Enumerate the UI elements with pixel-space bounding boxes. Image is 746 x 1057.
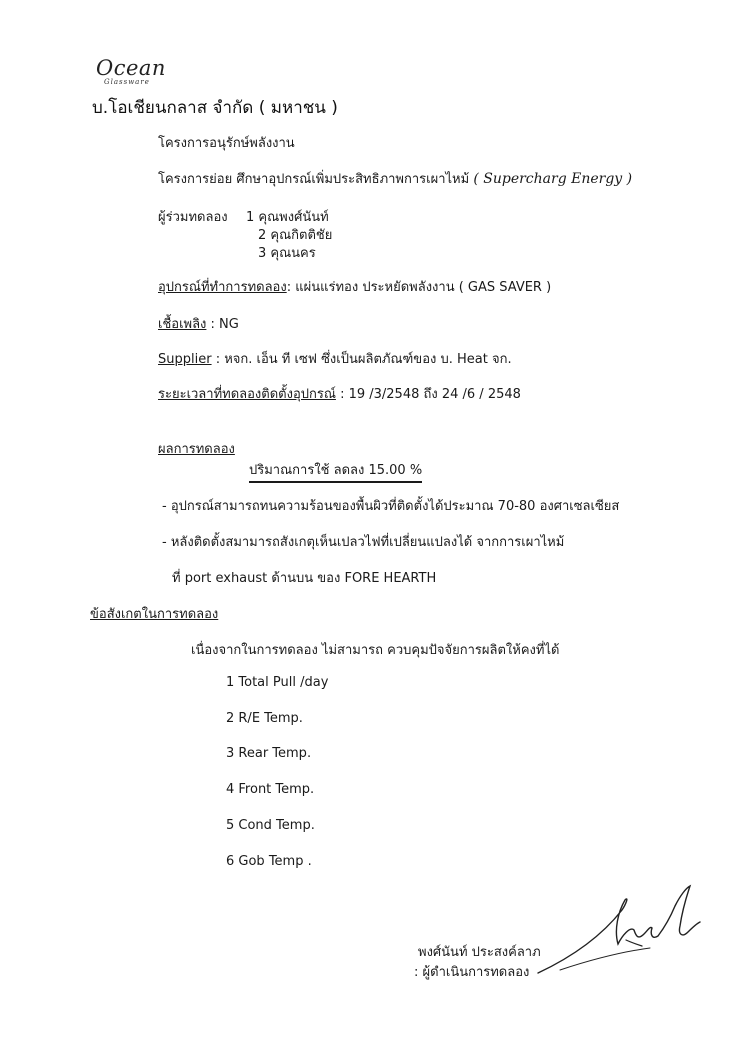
supplier-value: : หจก. เอ็น ที เซฟ ซึ่งเป็นผลิตภัณฑ์ของ บ. Heat จก. — [215, 352, 512, 367]
period-value: : 19 /3/2548 ถึง 24 /6 / 2548 — [335, 387, 521, 402]
subproject-text: ศึกษาอุปกรณ์เพิ่มประสิทธิภาพการเผาไหม้ — [236, 172, 470, 187]
subproject-label: โครงการย่อย — [158, 172, 233, 187]
handwritten-signature — [530, 878, 720, 978]
subproject-handwritten-note: ( Supercharg Energy ) — [473, 171, 633, 187]
observation-item-1: 1 Total Pull /day — [226, 675, 329, 690]
logo-subtitle: Glassware — [104, 78, 150, 86]
equipment-line — [158, 276, 551, 297]
observation-item-2: 2 R/E Temp. — [226, 711, 303, 726]
result-bullet-2-continued: ที่ port exhaust ด้านบน ของ FORE HEARTH — [172, 571, 437, 586]
observation-item-6: 6 Gob Temp . — [226, 854, 312, 869]
signer-name: พงศ์นันท์ ประสงค์ลาภ — [418, 945, 541, 960]
usage-result: ปริมาณการใช้ ลดลง 15.00 % — [249, 459, 422, 483]
results-heading: ผลการทดลอง — [158, 442, 235, 457]
fuel-line — [158, 313, 239, 334]
signature-stroke-tail — [626, 940, 642, 946]
signature-underline — [560, 948, 650, 970]
supplier-line — [158, 348, 512, 369]
fuel-value: : NG — [210, 317, 239, 332]
participant-3: 3 คุณนคร — [258, 246, 316, 261]
subproject-line — [158, 168, 632, 189]
logo-text: Ocean — [96, 56, 166, 80]
result-bullet-1: - อุปกรณ์สามารถทนความร้อนของพื้นผิวที่ติดตั้งได้ประมาณ 70-80 องศาเซลเซียส — [162, 499, 620, 514]
participants-label: ผู้ร่วมทดลอง — [158, 210, 228, 225]
project-title: โครงการอนุรักษ์พลังงาน — [158, 136, 295, 151]
observations-heading: ข้อสังเกตในการทดลอง — [90, 607, 219, 622]
equipment-label: อุปกรณ์ที่ทำการทดลอง — [158, 280, 287, 295]
signature-stroke-main — [538, 886, 700, 973]
observation-item-4: 4 Front Temp. — [226, 782, 315, 797]
result-bullet-2: - หลังติดตั้งสมามารถสังเกตุเห็นเปลวไฟที่เปลี่ยนแปลงได้ จากการเผาไหม้ — [162, 535, 565, 550]
observation-item-3: 3 Rear Temp. — [226, 746, 312, 761]
signer-role: : ผู้ดำเนินการทดลอง — [414, 965, 530, 980]
participant-1: 1 คุณพงศ์นันท์ — [246, 210, 329, 225]
observation-item-5: 5 Cond Temp. — [226, 818, 315, 833]
observations-intro: เนื่องจากในการทดลอง ไม่สามารถ ควบคุมปัจจัยการผลิตให้คงที่ได้ — [191, 643, 560, 658]
participant-2: 2 คุณกิตติชัย — [258, 228, 333, 243]
period-label: ระยะเวลาที่ทดลองติดตั้งอุปกรณ์ — [158, 387, 336, 402]
equipment-value: : แผ่นแร่ทอง ประหยัดพลังงาน ( GAS SAVER ) — [286, 280, 552, 295]
period-line — [158, 383, 521, 404]
company-logo — [96, 56, 166, 80]
fuel-label: เชื้อเพลิง — [158, 317, 207, 332]
supplier-label: Supplier — [158, 352, 212, 367]
company-name: บ.โอเชียนกลาส จำกัด ( มหาชน ) — [92, 98, 338, 118]
